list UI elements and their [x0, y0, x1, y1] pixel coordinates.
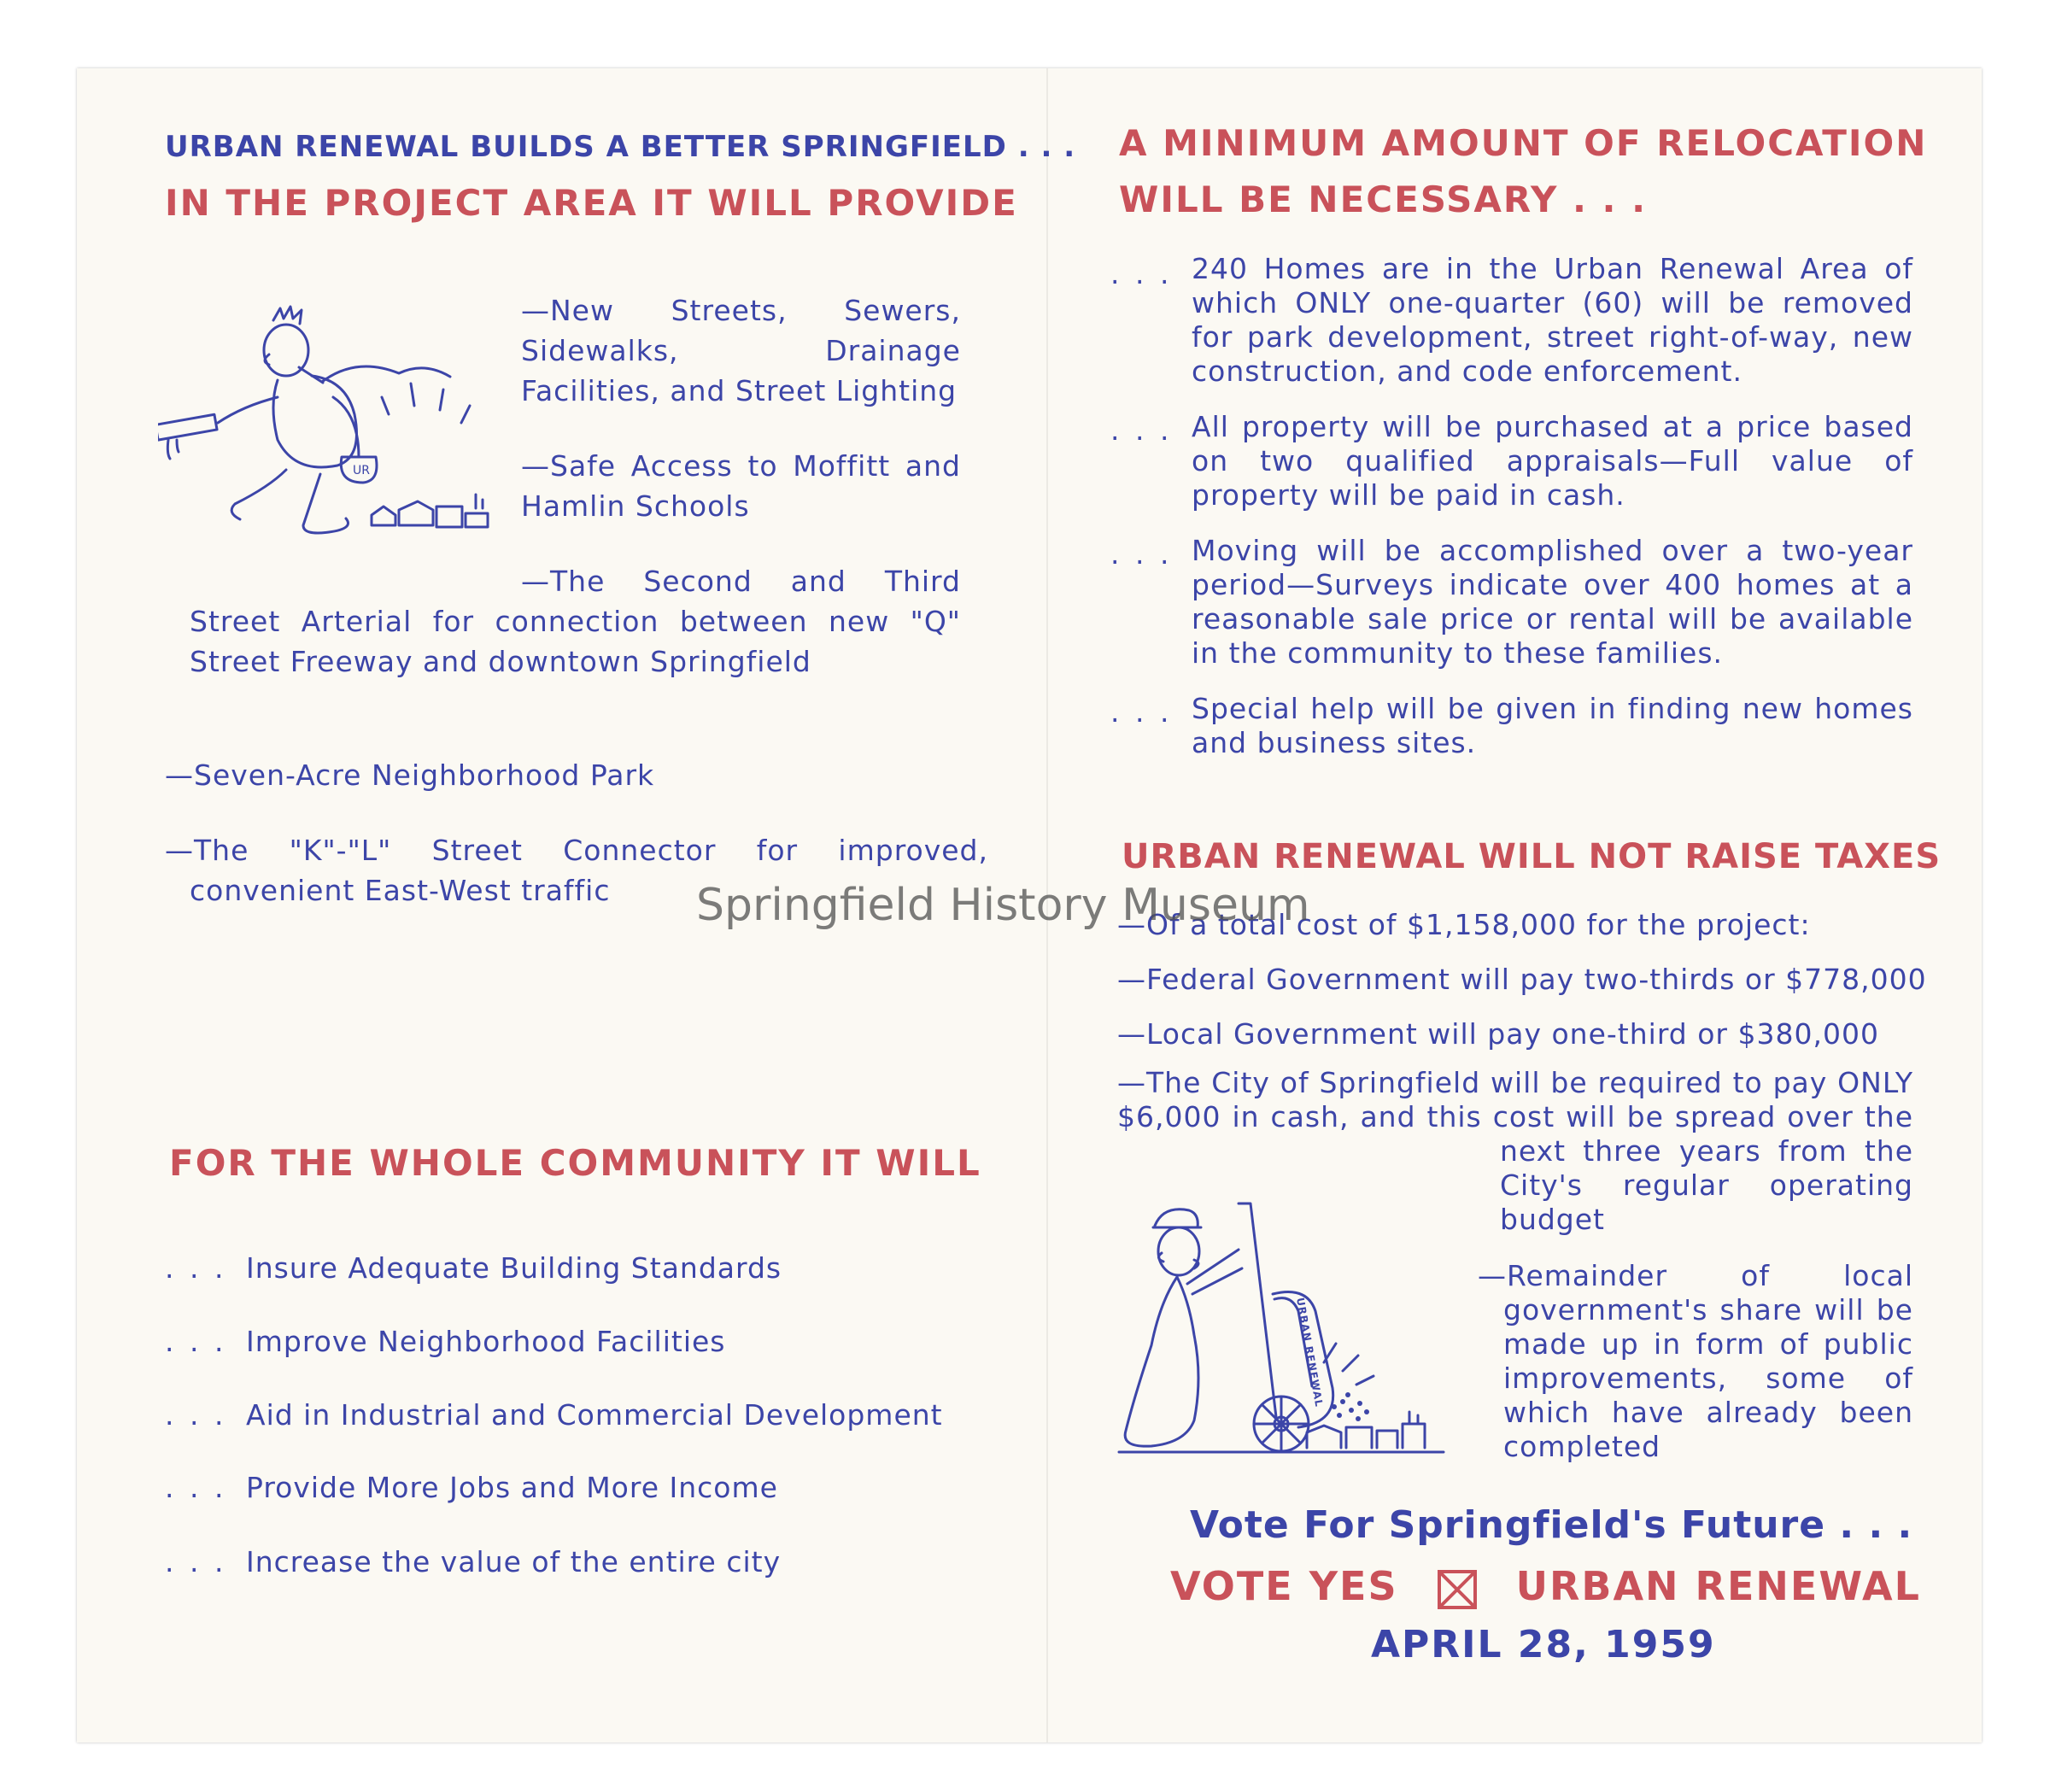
relocation-item	[1110, 410, 1913, 512]
community-item	[165, 1251, 968, 1285]
relocation-item-text: 240 Homes are in the Urban Renewal Area of which ONLY one-quarter (60) will be removed for park development, street right-of-way, new construction, and code enforcement.	[1192, 252, 1913, 388]
roller-cartoon-icon	[1110, 1192, 1478, 1465]
project-item-2: —Safe Access to Moffitt and Hamlin Schools	[521, 449, 961, 523]
relocation-item	[1110, 534, 1913, 671]
bucket-label: UR	[353, 464, 370, 477]
relocation-item-text: All property will be purchased at a price based on two qualified appraisals—Full value of property will be paid in cash.	[1192, 410, 1913, 512]
bullet-marker: . . .	[1110, 413, 1173, 447]
relocation-item-text: Moving will be accomplished over a two-year period—Surveys indicate over 400 homes at a reasonable sale price or rental will be available in the community to these families.	[1192, 534, 1913, 670]
vote-subject-label: URBAN RENEWAL	[1515, 1563, 1921, 1609]
project-item-1: —New Streets, Sewers, Sidewalks, Drainage Facilities, and Street Lighting	[521, 294, 961, 407]
vote-date: APRIL 28, 1959	[1371, 1623, 1716, 1666]
vote-future-line: Vote For Springfield's Future . . .	[1190, 1503, 1913, 1547]
relocation-heading-line-2: WILL BE NECESSARY . . .	[1119, 179, 1648, 220]
community-item	[165, 1398, 985, 1432]
community-item-text: Improve Neighborhood Facilities	[246, 1325, 726, 1358]
community-heading: FOR THE WHOLE COMMUNITY IT WILL	[169, 1142, 981, 1184]
roller-label: URBAN RENEWAL	[1294, 1297, 1326, 1408]
bullet-marker: . . .	[165, 1325, 227, 1358]
tagline: URBAN RENEWAL BUILDS A BETTER SPRINGFIELD . . .	[165, 130, 1076, 164]
project-item-5: —The "K"-"L" Street Connector for improved, convenient East-West traffic	[165, 834, 988, 907]
bullet-marker: . . .	[165, 1398, 227, 1432]
relocation-item	[1110, 252, 1913, 389]
taxes-item-2: —Federal Government will pay two-thirds or $778,000	[1117, 963, 1927, 996]
bullet-marker: . . .	[165, 1471, 227, 1504]
bullet-marker: . . .	[165, 1251, 227, 1285]
project-item-4: —Seven-Acre Neighborhood Park	[165, 758, 655, 792]
community-item	[165, 1325, 968, 1358]
taxes-item-5: —Remainder of local government's share will be made up in form of public improvements, some of which have already been completed	[1478, 1259, 1913, 1463]
relocation-item	[1110, 692, 1913, 760]
community-item-text: Insure Adequate Building Standards	[246, 1251, 782, 1285]
community-item	[165, 1471, 968, 1504]
watermark: Springfield History Museum	[696, 880, 1310, 931]
vote-yes-line	[1170, 1563, 1921, 1611]
community-item-text: Aid in Industrial and Commercial Development	[246, 1398, 943, 1432]
bullet-marker: . . .	[165, 1545, 227, 1578]
bullet-marker: . . .	[1110, 695, 1173, 729]
community-item-text: Increase the value of the entire city	[246, 1545, 782, 1578]
taxes-item-1: —Of a total cost of $1,158,000 for the project:	[1117, 908, 1811, 941]
bullet-marker: . . .	[1110, 257, 1173, 290]
bullet-marker: . . .	[1110, 537, 1173, 571]
taxes-heading: URBAN RENEWAL WILL NOT RAISE TAXES	[1122, 837, 1942, 876]
checkbox-x-icon	[1436, 1568, 1479, 1611]
community-item-text: Provide More Jobs and More Income	[246, 1471, 778, 1504]
project-heading: IN THE PROJECT AREA IT WILL PROVIDE	[165, 182, 1018, 224]
community-item	[165, 1545, 968, 1578]
taxes-item-4: —The City of Springfield will be required to pay ONLY $6,000 in cash, and this cost will be spread over the next three years from the City's regular operating budget	[1117, 1066, 1913, 1236]
project-item-3: —The Second and Third Street Arterial for connection between new "Q" Street Freeway and downtown Springfield	[190, 565, 961, 678]
painter-cartoon-icon	[158, 303, 517, 559]
taxes-item-3: —Local Government will pay one-third or $380,000	[1117, 1017, 1879, 1051]
relocation-item-text: Special help will be given in finding new homes and business sites.	[1192, 692, 1913, 759]
vote-yes-label: VOTE YES	[1170, 1563, 1398, 1609]
relocation-heading-line-1: A MINIMUM AMOUNT OF RELOCATION	[1119, 122, 1928, 164]
